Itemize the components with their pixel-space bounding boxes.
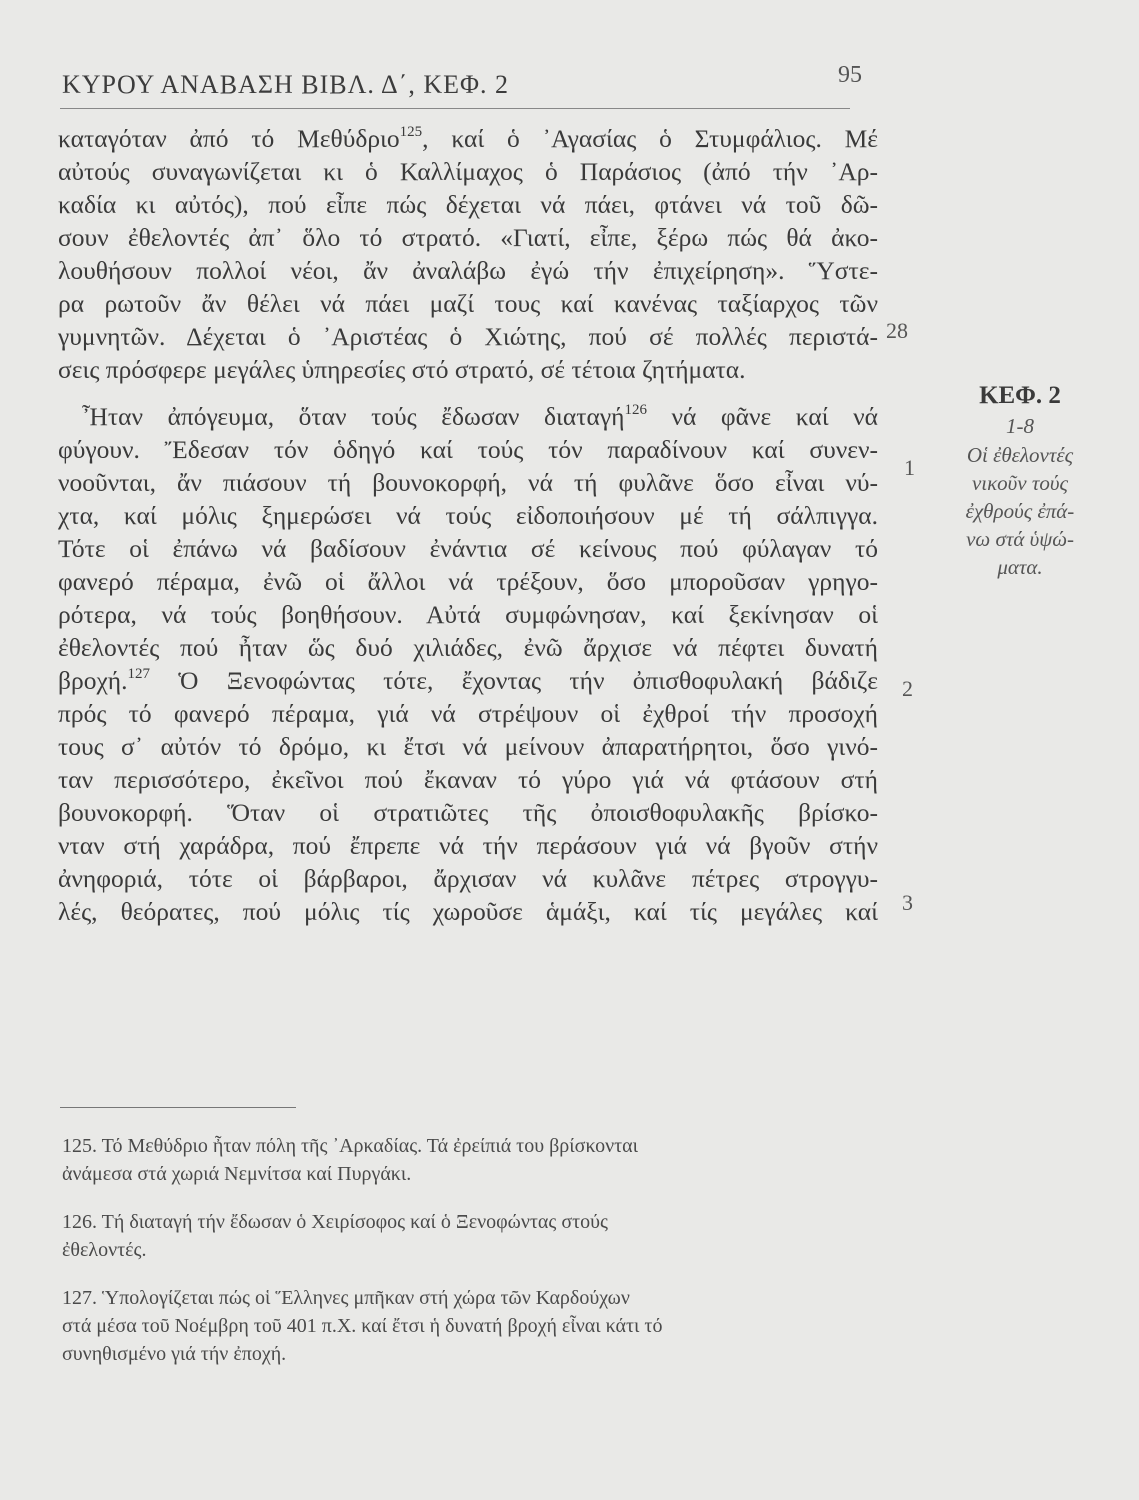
header-title: ΚΥΡΟΥ ΑΝΑΒΑΣΗ ΒΙΒΛ. Δ΄, ΚΕΦ. 2 xyxy=(62,70,510,99)
header-rule xyxy=(60,108,850,109)
paragraph-1 xyxy=(58,122,878,386)
text-line: σουν ἐθελοντές ἀπ᾿ ὅλο τό στρατό. «Γιατί, εἶπε, ξέρω πώς θά ἀκο- xyxy=(58,223,878,252)
text-line: καδία κι αὐτός), πού εἶπε πώς δέχεται νά πάει, φτάνει νά τοῦ δῶ- xyxy=(58,190,878,219)
side-summary-line: ἐχθρούς ἐπά- xyxy=(965,499,1075,523)
margin-number-3: 3 xyxy=(902,890,913,915)
side-summary xyxy=(940,441,1100,581)
text-line: φύγουν. Ἔδεσαν τόν ὁδηγό καί τούς τόν παραδίνουν καί συνεν- xyxy=(58,435,878,464)
footnote-ref-126: 126 xyxy=(624,402,647,418)
footnote-line: ἐθελοντές. xyxy=(62,1239,147,1261)
text-line: χτα, καί μόλις ξημερώσει νά τούς εἰδοποιήσουν μέ τή σάλπιγγα. xyxy=(58,501,878,530)
side-summary-line: νικοῦν τούς xyxy=(971,471,1069,495)
footnote-line: στά μέσα τοῦ Νοέμβρη τοῦ 401 π.Χ. καί ἔτσι ἡ δυνατή βροχή εἶναι κάτι τό xyxy=(62,1315,663,1337)
footnote-line: 127. Ὑπολογίζεται πώς οἱ Ἕλληνες μπῆκαν στή χώρα τῶν Καρδούχων xyxy=(62,1287,630,1309)
text-span: Ὁ Ξενοφώντας τότε, ἔχοντας τήν ὀπισθοφυλακή βάδιζε xyxy=(149,666,878,695)
footnote-ref-125: 125 xyxy=(399,124,423,140)
text-span: Ἦταν ἀπόγευμα, ὅταν τούς ἔδωσαν διαταγή xyxy=(82,402,625,431)
side-summary-line: νω στά ὑψώ- xyxy=(966,527,1074,551)
text-line: ἀνηφοριά, τότε οἱ βάρβαροι, ἄρχισαν νά κυλᾶνε πέτρες στρογγυ- xyxy=(58,864,878,893)
text-line: γυμνητῶν. Δέχεται ὁ ᾿Αριστέας ὁ Χιώτης, πού σέ πολλές περιστά- xyxy=(58,322,878,351)
text-line: τους σ᾿ αὐτόν τό δρόμο, κι ἔτσι νά μείνουν ἀπαρατήρητοι, ὅσο γινό- xyxy=(58,732,878,761)
footnote-line: 126. Τή διαταγή τήν ἔδωσαν ὁ Χειρίσοφος καί ὁ Ξενοφώντας στούς xyxy=(62,1211,608,1233)
text-line: Τότε οἱ ἐπάνω νά βαδίσουν ἐνάντια σέ κείνους πού φύλαγαν τό xyxy=(58,534,878,563)
text-line: νταν στή χαράδρα, πού ἔπρεπε νά τήν περάσουν γιά νά βγοῦν στήν xyxy=(58,831,878,860)
text-line: σεις πρόσφερε μεγάλες ὑπηρεσίες στό στρατό, σέ τέτοια ζητήματα. xyxy=(58,355,746,384)
side-chapter-heading: ΚΕΦ. 2 xyxy=(979,382,1061,409)
main-text xyxy=(58,122,878,928)
text-line: πρός τό φανερό πέραμα, γιά νά στρέψουν οἱ ἐχθροί τήν προσοχή xyxy=(58,699,878,728)
margin-number-1: 1 xyxy=(904,455,915,480)
text-line xyxy=(58,122,878,155)
text-line xyxy=(58,664,878,697)
text-line: βουνοκορφή. Ὅταν οἱ στρατιῶτες τῆς ὀποισθοφυλακῆς βρίσκο- xyxy=(58,798,878,827)
text-line: νοοῦνται, ἄν πιάσουν τή βουνοκορφή, νά τή φυλᾶνε ὅσο εἶναι νύ- xyxy=(58,468,878,497)
footnote-126 xyxy=(62,1208,882,1264)
footnote-127 xyxy=(62,1284,882,1368)
side-section-range: 1-8 xyxy=(1006,414,1034,438)
text-line xyxy=(58,400,878,433)
footnote-line: συνηθισμένο γιά τήν ἐποχή. xyxy=(62,1343,287,1365)
text-span: , καί ὁ ᾿Αγασίας ὁ Στυμφάλιος. Μέ xyxy=(422,124,878,153)
margin-number-2: 2 xyxy=(902,676,913,701)
footnote-ref-127: 127 xyxy=(127,666,150,682)
text-line: ταν περισσότερο, ἐκεῖνοι πού ἔκαναν τό γύρο γιά νά φτάσουν στή xyxy=(58,765,878,794)
paragraph-2 xyxy=(58,400,878,928)
text-line: λουθήσουν πολλοί νέοι, ἄν ἀναλάβω ἐγώ τήν ἐπιχείρηση». Ὕστε- xyxy=(58,256,878,285)
text-line: αὐτούς συναγωνίζεται κι ὁ Καλλίμαχος ὁ Παράσιος (ἀπό τήν ᾿Αρ- xyxy=(58,157,878,186)
margin-number-28: 28 xyxy=(886,318,908,343)
side-summary-line: ματα. xyxy=(997,555,1043,579)
text-span: καταγόταν ἀπό τό Μεθύδριο xyxy=(58,124,400,153)
footnotes xyxy=(62,1132,882,1388)
page-number: 95 xyxy=(838,62,862,88)
footnote-line: ἀνάμεσα στά χωριά Νεμνίτσα καί Πυργάκι. xyxy=(62,1163,412,1185)
text-line: φανερό πέραμα, ἐνῶ οἱ ἄλλοι νά τρέξουν, ὅσο μποροῦσαν γρηγο- xyxy=(58,567,878,596)
text-line: ἐθελοντές πού ἦταν ὥς δυό χιλιάδες, ἐνῶ ἄρχισε νά πέφτει δυνατή xyxy=(58,633,878,662)
text-line: ρότερα, νά τούς βοηθήσουν. Αὐτά συμφώνησαν, καί ξεκίνησαν οἱ xyxy=(58,600,878,629)
footnote-125 xyxy=(62,1132,882,1188)
text-span: νά φᾶνε καί νά xyxy=(646,402,878,431)
footnote-line: 125. Τό Μεθύδριο ἦταν πόλη τῆς ᾿Αρκαδίας. Τά ἐρείπιά του βρίσκονται xyxy=(62,1135,639,1157)
text-line: ρα ρωτοῦν ἄν θέλει νά πάει μαζί τους καί κανένας ταξίαρχος τῶν xyxy=(58,289,878,318)
side-note xyxy=(940,382,1100,581)
side-summary-line: Οἱ ἐθελοντές xyxy=(966,443,1074,467)
text-span: βροχή. xyxy=(58,666,128,695)
text-line: λές, θεόρατες, πού μόλις τίς χωροῦσε ἁμάξι, καί τίς μεγάλες καί xyxy=(58,897,878,926)
footnote-separator xyxy=(60,1107,296,1108)
